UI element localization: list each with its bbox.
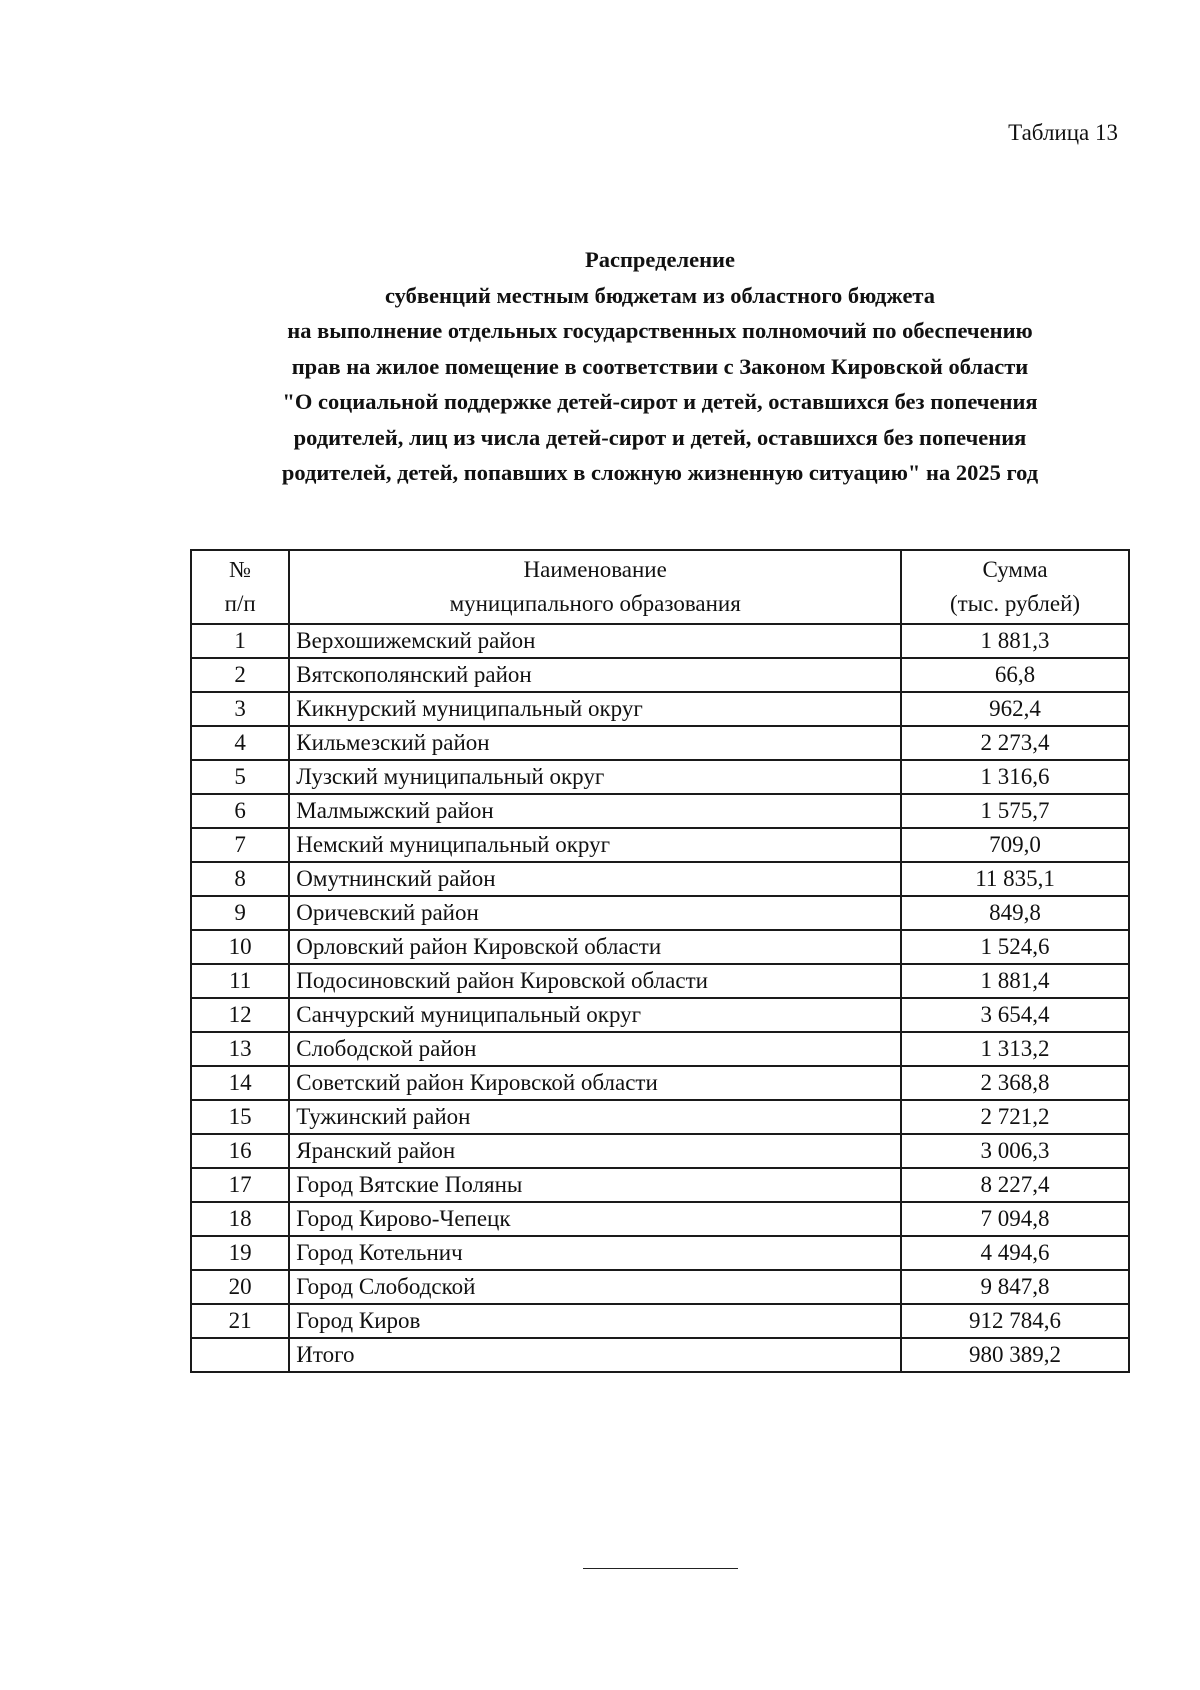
table-row [191,964,1129,998]
header-number-line2: п/п [224,591,256,616]
header-number-line1: № [229,557,252,582]
table-row [191,828,1129,862]
row-name-cell: Город Киров [289,1304,901,1338]
row-number-cell: 14 [191,1066,289,1100]
table-row [191,1134,1129,1168]
row-sum-cell: 2 273,4 [901,726,1129,760]
row-sum-cell: 1 524,6 [901,930,1129,964]
table-row [191,794,1129,828]
row-number-cell: 3 [191,692,289,726]
header-sum-line1: Сумма [982,557,1048,582]
table-row [191,1270,1129,1304]
row-sum-cell: 3 654,4 [901,998,1129,1032]
heading-line: родителей, лиц из числа детей-сирот и детей, оставшихся без попечения [293,424,1027,450]
row-number-cell: 8 [191,862,289,896]
header-name-line2: муниципального образования [449,591,741,616]
row-sum-cell: 1 881,4 [901,964,1129,998]
heading-line: субвенций местным бюджетам из областного бюджета [384,282,936,308]
table-row [191,862,1129,896]
table-row [191,624,1129,658]
table-number-label: Таблица 13 [1008,120,1118,145]
table-row [191,1202,1129,1236]
closing-rule [583,1568,738,1569]
row-number-cell: 2 [191,658,289,692]
row-number-cell: 13 [191,1032,289,1066]
row-number-cell: 4 [191,726,289,760]
row-sum-cell: 66,8 [901,658,1129,692]
table-row [191,658,1129,692]
row-name-cell: Омутнинский район [289,862,901,896]
row-name-cell: Немский муниципальный округ [289,828,901,862]
row-number-cell: 7 [191,828,289,862]
header-name-column [289,550,901,624]
row-sum-cell: 1 575,7 [901,794,1129,828]
row-number-cell: 6 [191,794,289,828]
total-row [191,1338,1129,1372]
row-number-cell: 1 [191,624,289,658]
row-sum-cell: 2 721,2 [901,1100,1129,1134]
table-row [191,1304,1129,1338]
row-sum-cell: 7 094,8 [901,1202,1129,1236]
row-name-cell: Кикнурский муниципальный округ [289,692,901,726]
table-row [191,1236,1129,1270]
row-number-cell: 10 [191,930,289,964]
row-number-cell: 21 [191,1304,289,1338]
row-name-cell: Город Слободской [289,1270,901,1304]
table-row [191,896,1129,930]
row-sum-cell: 8 227,4 [901,1168,1129,1202]
row-sum-cell: 4 494,6 [901,1236,1129,1270]
row-name-cell: Тужинский район [289,1100,901,1134]
table-row [191,726,1129,760]
row-number-cell: 20 [191,1270,289,1304]
table-body [191,624,1129,1372]
table-row [191,998,1129,1032]
row-name-cell: Город Кирово-Чепецк [289,1202,901,1236]
row-sum-cell: 1 316,6 [901,760,1129,794]
row-name-cell: Оричевский район [289,896,901,930]
table-row [191,1100,1129,1134]
row-number-cell: 11 [191,964,289,998]
header-number-column [191,550,289,624]
header-sum-column [901,550,1129,624]
heading-line: на выполнение отдельных государственных полномочий по обеспечению [287,318,1033,343]
row-sum-cell: 3 006,3 [901,1134,1129,1168]
row-name-cell: Слободской район [289,1032,901,1066]
row-number-cell: 17 [191,1168,289,1202]
row-sum-cell: 849,8 [901,896,1129,930]
heading-line: родителей, детей, попавших в сложную жизненную ситуацию" на 2025 год [281,460,1039,485]
document-heading [0,242,1200,491]
row-name-cell: Город Котельнич [289,1236,901,1270]
heading-line: прав на жилое помещение в соответствии с Законом Кировской области [291,353,1029,379]
table-row [191,930,1129,964]
row-number-cell: 15 [191,1100,289,1134]
header-name-line1: Наименование [523,557,667,582]
row-name-cell: Вятскополянский район [289,658,901,692]
row-sum-cell: 1 313,2 [901,1032,1129,1066]
total-sum-cell: 980 389,2 [901,1338,1129,1372]
row-sum-cell: 9 847,8 [901,1270,1129,1304]
row-name-cell: Кильмезский район [289,726,901,760]
row-number-cell: 5 [191,760,289,794]
row-number-cell: 12 [191,998,289,1032]
row-number-cell: 18 [191,1202,289,1236]
row-number-cell: 19 [191,1236,289,1270]
row-sum-cell: 912 784,6 [901,1304,1129,1338]
table-row [191,1066,1129,1100]
row-name-cell: Подосиновский район Кировской области [289,964,901,998]
header-sum-line2: (тыс. рублей) [949,591,1081,616]
table-row [191,1168,1129,1202]
table-row [191,692,1129,726]
row-name-cell: Санчурский муниципальный округ [289,998,901,1032]
row-sum-cell: 962,4 [901,692,1129,726]
table-row [191,760,1129,794]
row-name-cell: Город Вятские Поляны [289,1168,901,1202]
row-sum-cell: 11 835,1 [901,862,1129,896]
table-row [191,1032,1129,1066]
heading-line: Распределение [584,247,736,272]
row-name-cell: Орловский район Кировской области [289,930,901,964]
row-number-cell: 16 [191,1134,289,1168]
row-number-cell: 9 [191,896,289,930]
row-sum-cell: 2 368,8 [901,1066,1129,1100]
row-name-cell: Верхошижемский район [289,624,901,658]
heading-line: "О социальной поддержке детей-сирот и детей, оставшихся без попечения [282,389,1038,414]
table-header-row [191,550,1129,624]
row-name-cell: Яранский район [289,1134,901,1168]
total-number-cell [191,1338,289,1372]
row-sum-cell: 1 881,3 [901,624,1129,658]
total-label-cell: Итого [289,1338,901,1372]
distribution-table [190,549,1130,1373]
row-sum-cell: 709,0 [901,828,1129,862]
row-name-cell: Лузский муниципальный округ [289,760,901,794]
row-name-cell: Малмыжский район [289,794,901,828]
row-name-cell: Советский район Кировской области [289,1066,901,1100]
